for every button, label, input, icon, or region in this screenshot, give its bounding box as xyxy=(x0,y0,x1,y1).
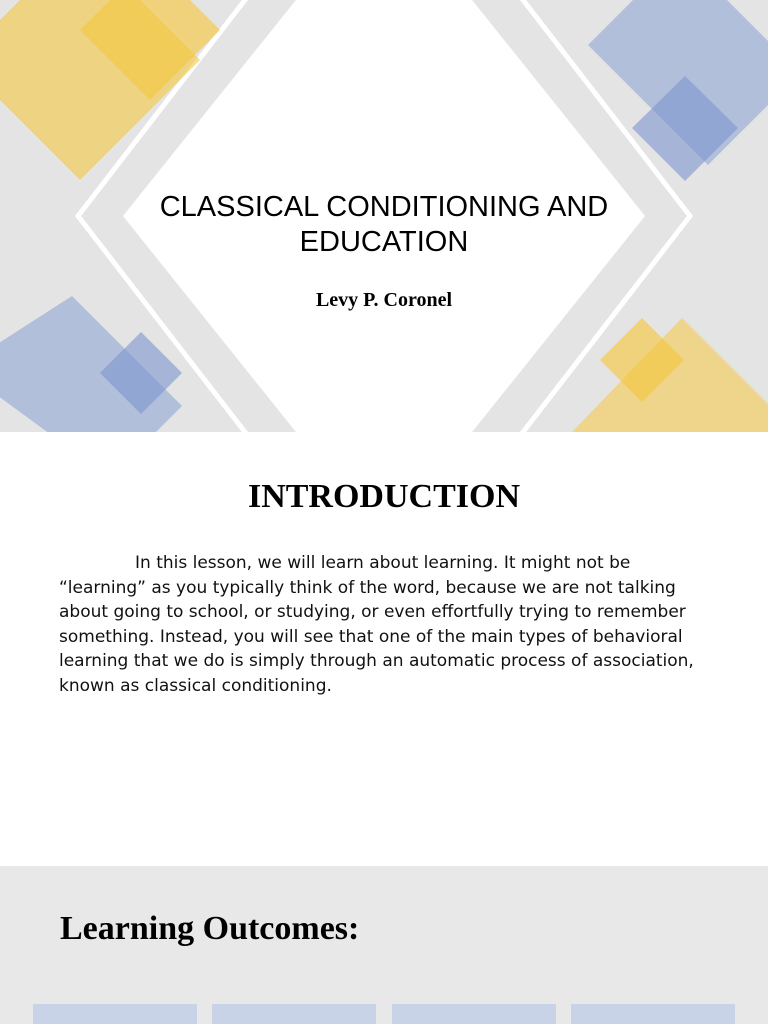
learning-outcomes-heading: Learning Outcomes: xyxy=(60,910,360,947)
yellow-diamond-shape xyxy=(572,318,768,432)
learning-outcomes-slide xyxy=(0,866,768,1024)
outcome-card xyxy=(392,1004,556,1024)
title-slide xyxy=(0,0,768,432)
presentation-title: CLASSICAL CONDITIONING AND EDUCATION xyxy=(159,191,609,258)
outcome-card xyxy=(571,1004,735,1024)
introduction-slide xyxy=(0,432,768,866)
outcome-card xyxy=(212,1004,376,1024)
outcome-card xyxy=(33,1004,197,1024)
introduction-heading: INTRODUCTION xyxy=(247,478,521,515)
introduction-paragraph: In this lesson, we will learn about learning. It might not be “learning” as you typically think of the word, because we are not talking about going to school, or studying, or even effortfully trying to remember something. Instead, you will see that one of the main types of behavioral learning that we do is simply through an automatic process of association, known as classical conditioning. xyxy=(59,553,694,696)
author-name: Levy P. Coronel xyxy=(315,289,453,311)
